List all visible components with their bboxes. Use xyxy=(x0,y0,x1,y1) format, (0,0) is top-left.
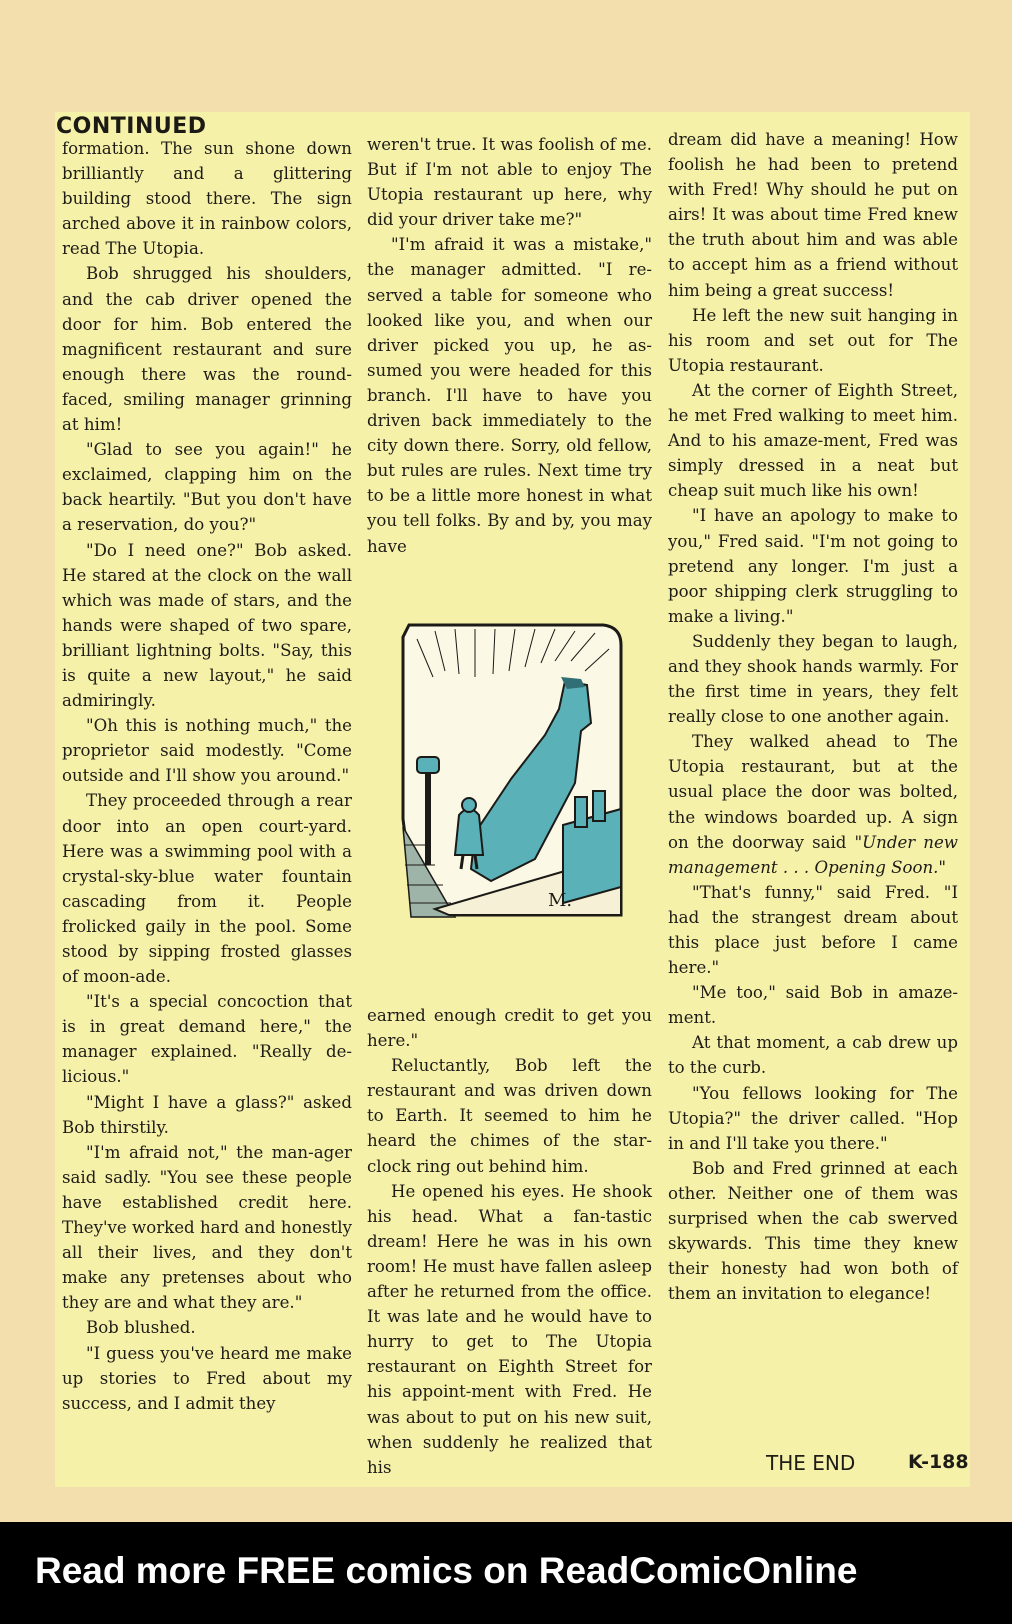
continued-heading: CONTINUED xyxy=(56,114,207,139)
paragraph: "Might I have a glass?" asked Bob thirstily. xyxy=(62,1092,352,1137)
paragraph: Bob shrugged his shoulders, and the cab driver opened the door for him. Bob entered the magnificent restaurant and sure enough there was the round-faced, smiling manager grinning at him! xyxy=(62,264,352,435)
paragraph: "It's a special concoction that is in great demand here," the manager explained. "Really de-licious." xyxy=(62,992,352,1087)
paragraph: "I have an apology to make to you," Fred said. "I'm not going to pretend any longer. I'm just a poor shipping clerk struggling to make a living." xyxy=(668,506,958,626)
chimney-left xyxy=(575,797,587,827)
paragraph: weren't true. It was foolish of me. But if I'm not able to enjoy The Utopia restaurant up here, why did your driver take me?" xyxy=(367,135,652,230)
text-column-3 xyxy=(668,127,958,1306)
artist-signature: M. xyxy=(548,890,573,911)
promo-banner-link[interactable]: Read more FREE comics on ReadComicOnline xyxy=(35,1550,858,1591)
paragraph: At the corner of Eighth Street, he met Fred walking to meet him. And to his amaze-ment, Fred was simply dressed in a neat but cheap suit much like his own! xyxy=(668,380,958,501)
sign-text: "Under new management . . . Opening Soon." xyxy=(668,832,958,877)
paragraph: "You fellows looking for The Utopia?" the driver called. "Hop in and I'll take you there." xyxy=(668,1083,958,1153)
paragraph: earned enough credit to get you here." xyxy=(367,1006,652,1051)
walking-man xyxy=(455,809,483,855)
paragraph: Reluctantly, Bob left the restaurant and was driven down to Earth. It seemed to him he heard the chimes of the star-clock ring out behind him. xyxy=(367,1056,652,1176)
story-illustration xyxy=(395,619,630,939)
paragraph: "Glad to see you again!" he exclaimed, clapping him on the back heartily. "But you don't have a reservation, do you?" xyxy=(62,440,352,535)
paragraph: "Oh this is nothing much," the proprietor said modestly. "Come outside and I'll show you around." xyxy=(62,716,352,786)
paragraph-text: They walked ahead to The Utopia restaurant, but at the usual place the door was bolted, the windows boarded up. A sign on the doorway said xyxy=(668,732,958,852)
man-head xyxy=(462,798,476,812)
text-column-2-bottom xyxy=(367,1003,652,1480)
paragraph xyxy=(668,729,958,880)
paragraph: They proceeded through a rear door into an open court-yard. Here was a swimming pool with a crystal-sky-blue water fountain cascading from it. People frolicked gaily in the pool. Some stood by sipping frosted glasses of moon-ade. xyxy=(62,791,352,987)
paragraph: "Me too," said Bob in amaze-ment. xyxy=(668,983,958,1028)
paragraph: He opened his eyes. He shook his head. What a fan-tastic dream! Here he was in his own room! He must have fallen asleep after he returned from the office. It was late and he would have to hurry to get to The Utopia restaurant on Eighth Street for his appoint-ment with Fred. He was about to put on his new suit, when suddenly he realized that his xyxy=(367,1181,652,1477)
text-column-2-top xyxy=(367,132,652,559)
paragraph: At that moment, a cab drew up to the curb. xyxy=(668,1033,958,1078)
paragraph: "I'm afraid not," the man-ager said sadly. "You see these people have established credit here. They've worked hard and honestly all their lives, and they don't make any pretenses about who they are and what they are." xyxy=(62,1142,352,1313)
paragraph: Suddenly they began to laugh, and they shook hands warmly. For the first time in years, they felt really close to one another again. xyxy=(668,631,958,727)
building-corner xyxy=(563,809,621,903)
page-code: K-188 xyxy=(908,1451,969,1473)
lamp-head xyxy=(417,757,439,773)
paragraph: "Do I need one?" Bob asked. He stared at the clock on the wall which was made of stars, and the hands were shaped of two spare, brilliant lightning bolts. "Say, this is quite a new layout," he said admiringly. xyxy=(62,540,352,711)
paragraph: Bob blushed. xyxy=(86,1318,196,1338)
paragraph: dream did have a meaning! How foolish he had been to pretend with Fred! Why should he put on airs! It was about time Fred knew the truth about him and was able to accept him as a friend without him being a great success! xyxy=(668,130,958,300)
paragraph: He left the new suit hanging in his room and set out for The Utopia restaurant. xyxy=(668,305,958,375)
paragraph: "I guess you've heard me make up stories to Fred about my success, and I admit they xyxy=(62,1343,352,1413)
paragraph: "I'm afraid it was a mistake," the manager admitted. "I re-served a table for someone who looked like you, and when our driver picked you up, he as-sumed you were headed for this branch. I'll have to have you driven back immediately to the city down there. Sorry, old fellow, but rules are rules. Next time try to be a little more honest in what you tell folks. By and by, you may have xyxy=(367,235,652,556)
lamp-post xyxy=(425,769,431,865)
the-end-label: THE END xyxy=(766,1451,856,1475)
text-column-1 xyxy=(62,136,352,1416)
paragraph: "That's funny," said Fred. "I had the strangest dream about this place just before I came here." xyxy=(668,882,958,978)
paragraph: Bob and Fred grinned at each other. Neither one of them was surprised when the cab swerved skywards. This time they knew their honesty had won both of them an invitation to elegance! xyxy=(668,1158,958,1304)
chimney-right xyxy=(593,791,605,821)
paragraph: formation. The sun shone down brilliantly and a glittering building stood there. The sign arched above it in rainbow colors, read The Utopia. xyxy=(62,139,352,259)
